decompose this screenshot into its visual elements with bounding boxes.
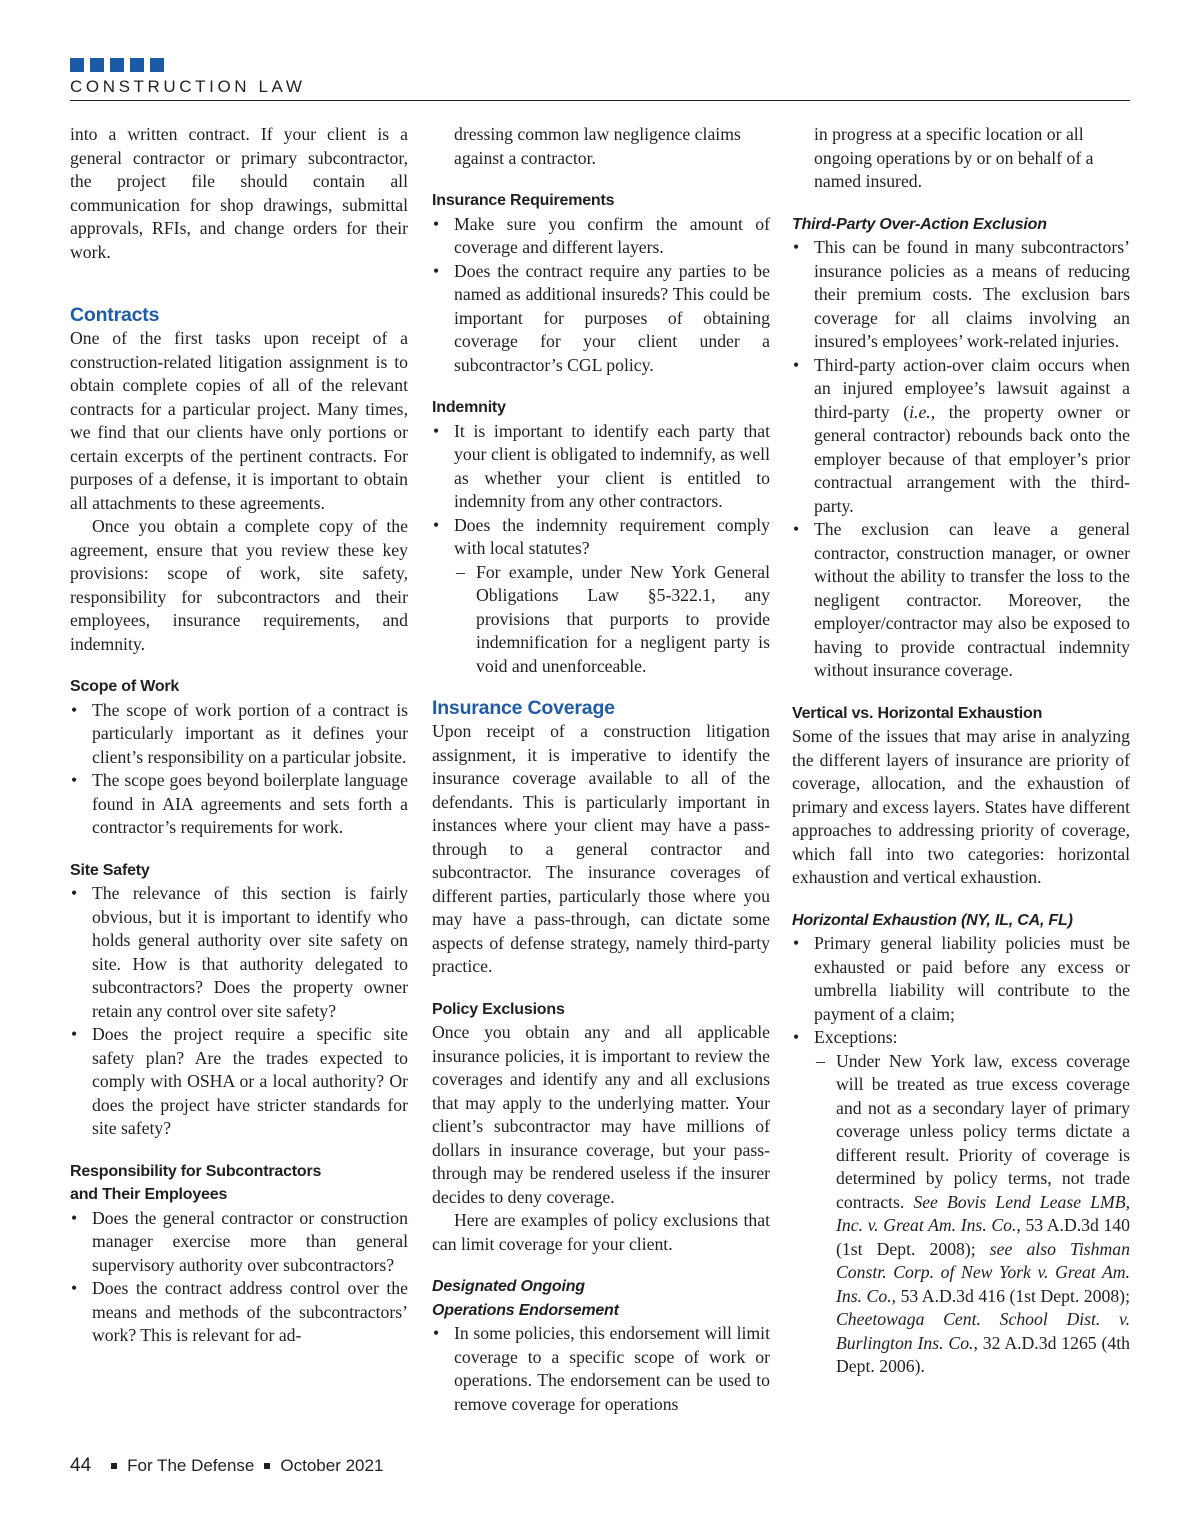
sublist-item: – For example, under New York General Obligations Law §5-322.1, any provisions that purports to provide indemnification for a negligent party is void and unenforceable. — [454, 561, 770, 679]
scope-list — [70, 699, 408, 840]
third-party-over-action-list — [792, 236, 1130, 683]
third-party-over-action-heading: Third-Party Over-Action Exclusion — [792, 215, 1047, 233]
list-item: • The relevance of this section is fairly obvious, but it is important to identify who holds general authority over site safety on site. How is that authority delegated to subcontractors? Does the property owner retain any control over site safety? — [70, 882, 408, 1023]
list-item: • Make sure you confirm the amount of coverage and different layers. — [432, 213, 770, 260]
responsibility-heading — [70, 1160, 408, 1207]
list-item-text: Exceptions: — [814, 1027, 898, 1047]
responsibility-heading-line-1: Responsibility for Subcontractors — [70, 1162, 322, 1180]
indemnity-heading: Indemnity — [432, 399, 506, 416]
header-square — [150, 58, 164, 72]
policy-exclusions-paragraph-2: Here are examples of policy exclusions that can limit coverage for your client. — [432, 1210, 770, 1254]
contracts-heading: Contracts — [70, 304, 160, 326]
case-citation: see also Tishman Constr. Corp. of New York v. Great Am. Ins. Co. — [836, 1238, 1130, 1306]
responsibility-list — [70, 1207, 408, 1348]
text-run-italic: i.e., — [909, 401, 936, 422]
list-item: • In some policies, this endorsement will limit coverage to a specific scope of work or operations. The endorsement can be used to remove coverage for operations — [432, 1322, 770, 1416]
header-squares — [70, 58, 164, 72]
insurance-requirements-list — [432, 213, 770, 378]
policy-exclusions-heading: Policy Exclusions — [432, 1000, 565, 1018]
header-square — [70, 58, 84, 72]
horizontal-exhaustion-heading: Horizontal Exhaustion (NY, IL, CA, FL) — [792, 911, 1073, 929]
designated-ongoing-heading-line-1: Designated Ongoing — [432, 1278, 585, 1295]
exceptions-sublist — [814, 1050, 1130, 1379]
vertical-horizontal-paragraph: Some of the issues that may arise in analyzing the different layers of insurance are priority of coverage, allocation, and the exhaustion of primary and excess layers. States have different approaches to addressing priority of coverage, which fall into two categories: horizontal exhaustion and vertical exhaustion. — [792, 726, 1130, 887]
text-run: , 53 A.D.3d 416 (1st Dept. 2008); — [891, 1285, 1130, 1306]
contracts-paragraph-2: Once you obtain a complete copy of the agreement, ensure that you review these key provisions: scope of work, site safety, responsibility for subcontractors and their employees, insurance requirements, and indemnity. — [70, 516, 408, 654]
designated-ongoing-heading — [432, 1275, 770, 1322]
section-title: CONSTRUCTION LAW — [70, 77, 306, 96]
header-square — [130, 58, 144, 72]
indemnity-sublist — [454, 561, 770, 679]
header-square — [110, 58, 124, 72]
text-run: , 32 A.D.3d 1265 (4th Dept. 2006). — [836, 1332, 1130, 1376]
list-item: • The exclusion can leave a general contractor, construction manager, or owner without the ability to transfer the loss to the negligent contractor. Moreover, the employer/contractor may also be exposed to having to provide contractual indemnity without insurance coverage. — [792, 518, 1130, 683]
list-item: • Primary general liability policies must be exhausted or paid before any excess or umbrella liability will contribute to the payment of a claim; — [792, 932, 1130, 1026]
list-item: • The scope of work portion of a contract is particularly important as it defines your client’s responsibility on a particular jobsite. — [70, 699, 408, 770]
list-item: • Does the contract require any parties to be named as additional insureds? This could be important for purposes of obtaining coverage for your client under a subcontractor’s CGL policy. — [432, 260, 770, 378]
col3-intro: in progress at a specific location or all ongoing operations by or on behalf of a named insured. — [814, 124, 1094, 191]
text-run: Third-party action-over claim occurs when an injured employee’s lawsuit against a third-party ( — [814, 354, 1130, 422]
text-run: Under New York law, excess coverage will be treated as true excess coverage and not as a secondary layer of primary coverage unless policy terms dictate a different result. Priority of coverage is determined by policy terms, not trade contracts. — [836, 1050, 1130, 1212]
scope-heading: Scope of Work — [70, 678, 180, 695]
list-item — [792, 1026, 1130, 1379]
text-run: the property owner or general contractor) rebounds back onto the employer because of that employer’s prior contractual arrangement with the third-party. — [814, 401, 1130, 516]
list-item: • It is important to identify each party that your client is obligated to indemnify, as well as whether your client is entitled to indemnity from any other contractors. — [432, 420, 770, 514]
publication-name: For The Defense — [127, 1456, 255, 1475]
list-item: • Does the general contractor or construction manager exercise more than general supervisory authority over subcontractors? — [70, 1207, 408, 1278]
column-3 — [792, 123, 1130, 1379]
case-citation: See Bovis Lend Lease LMB, Inc. v. Great Am. Ins. Co. — [836, 1191, 1130, 1235]
list-item — [792, 354, 1130, 519]
insurance-coverage-paragraph: Upon receipt of a construction litigation assignment, it is imperative to identify the insurance coverage available to all of the defendants. This is particularly important in instances where your client may have a pass-through to a general contractor and subcontractor. The insurance coverages of different parties, particularly those where you may have a pass-through, can dictate some aspects of defense strategy, namely third-party practice. — [432, 721, 770, 976]
footer-separator — [264, 1463, 270, 1469]
header-rule — [70, 100, 1130, 101]
column-1 — [70, 123, 408, 1348]
list-item-text: Does the indemnity requirement comply with local statutes? — [454, 514, 770, 558]
designated-ongoing-list — [432, 1322, 770, 1416]
sublist-item — [814, 1050, 1130, 1379]
indemnity-list — [432, 420, 770, 679]
horizontal-exhaustion-list — [792, 932, 1130, 1379]
text-run: , 53 A.D.3d 140 (1st Dept. 2008); — [836, 1215, 1130, 1259]
responsibility-heading-line-2: and Their Employees — [70, 1186, 228, 1203]
list-item: • This can be found in many subcontractors’ insurance policies as a means of reducing their premium costs. The exclusion bars coverage for all claims involving an insured’s employees’ work-related injuries. — [792, 236, 1130, 354]
column-2 — [432, 123, 770, 1416]
header-square — [90, 58, 104, 72]
list-item: • Does the contract address control over the means and methods of the subcontractors’ work? This is relevant for ad- — [70, 1277, 408, 1348]
publication-date: October 2021 — [280, 1456, 384, 1475]
insurance-requirements-heading: Insurance Requirements — [432, 192, 615, 209]
footer-separator — [111, 1463, 117, 1469]
col2-intro: dressing common law negligence claims against a contractor. — [454, 124, 741, 168]
page-footer — [70, 1455, 383, 1477]
site-safety-list — [70, 882, 408, 1141]
page-number: 44 — [70, 1455, 92, 1476]
list-item: • The scope goes beyond boilerplate language found in AIA agreements and sets forth a contractor’s requirements for work. — [70, 769, 408, 840]
case-citation: Cheetowaga Cent. School Dist. v. Burlington Ins. Co. — [836, 1309, 1130, 1353]
col1-intro: into a written contract. If your client is a general contractor or primary subcontractor, the project file should contain all communication for shop drawings, submittal approvals, RFIs, and change orders for their work. — [70, 124, 408, 262]
policy-exclusions-paragraph-1: Once you obtain any and all applicable insurance policies, it is important to review the coverages and identify any and all exclusions that may apply to the underlying matter. Your client’s subcontractor may have millions of dollars in insurance coverage, but your pass-through may be rendered useless if the insurer decides to deny coverage. — [432, 1022, 770, 1207]
vertical-horizontal-heading: Vertical vs. Horizontal Exhaustion — [792, 704, 1043, 722]
contracts-paragraph-1: One of the first tasks upon receipt of a construction-related litigation assignment is to obtain complete copies of all of the relevant contracts for a particular project. Many times, we find that our clients have only portions or certain excerpts of the pertinent contracts. For purposes of a defense, it is important to obtain all attachments to these agreements. — [70, 328, 408, 513]
list-item: • Does the project require a specific site safety plan? Are the trades expected to comply with OSHA or a local authority? Or does the project have stricter standards for site safety? — [70, 1023, 408, 1141]
designated-ongoing-heading-line-2: Operations Endorsement — [432, 1301, 619, 1319]
list-item — [432, 514, 770, 679]
site-safety-heading: Site Safety — [70, 861, 150, 879]
insurance-coverage-heading: Insurance Coverage — [432, 697, 615, 719]
